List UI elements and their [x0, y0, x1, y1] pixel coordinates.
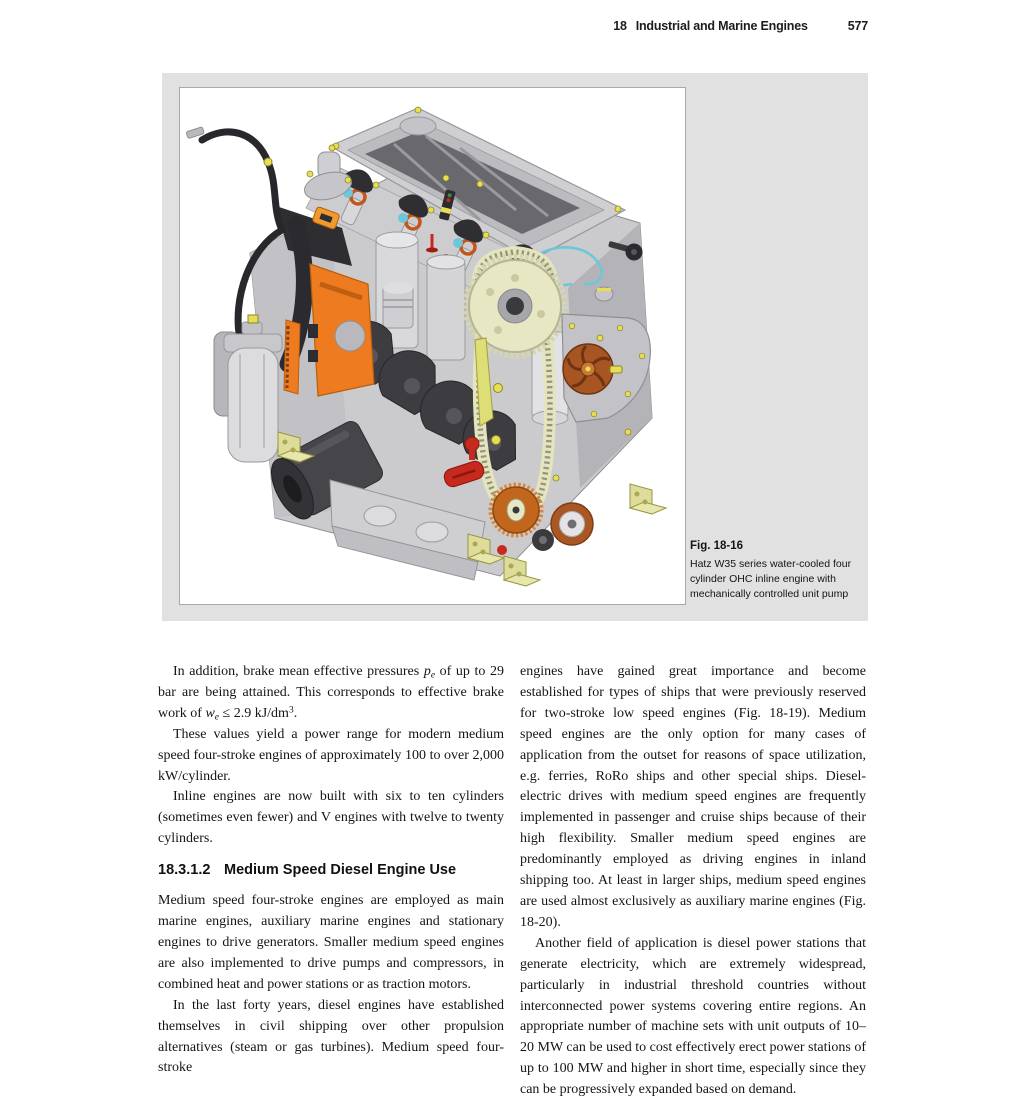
math-sup-3: 3 — [288, 705, 294, 716]
figure-caption-text: Hatz W35 series water-cooled four cylinder OHC inline engine with mechanically controlled unit pump — [690, 558, 852, 600]
mounting-foot — [630, 484, 666, 514]
paragraph-ship-types: engines have gained great importance and become established for types of ships that were previously reserved for two-stroke low speed engines (Fig. 18-19). Medium speed engines are the only option for many cases of application from the outset for reasons of space utilization, e.g. ferries, RoRo ships and other special ships. Diesel-electric drives with medium speed engines are frequently implemented in passenger and cruise ships because of their high flexibility. Smaller medium speed engines are predominantly employed as driving engines in inland shipping too. At least in larger ships, medium speed engines are used almost exclusively as auxiliary marine engines (Fig. 18-20). — [520, 664, 866, 930]
body-text — [158, 662, 866, 1101]
running-head — [0, 19, 868, 33]
idler-roller — [551, 503, 593, 545]
figure-box — [179, 87, 686, 605]
paragraph-brake-pressure — [158, 662, 504, 725]
math-var-w: w — [205, 705, 215, 721]
engine-illustration — [180, 88, 685, 604]
figure-panel — [162, 73, 868, 621]
paragraph-cylinder-count: Inline engines are now built with six to ten cylinders (sometimes even fewer) and V engines with twelve to twenty cylinders. — [158, 789, 504, 847]
paragraph-text: ≤ 2.9 kJ/dm — [219, 705, 289, 721]
chapter-number: 18 — [613, 19, 627, 33]
section-title: Medium Speed Diesel Engine Use — [224, 862, 457, 879]
paragraph-text: . — [293, 705, 298, 721]
math-var-p: p — [423, 664, 431, 679]
paragraph-text: of up to 29 bar are being attained. This corresponds to effective brake work of — [158, 664, 504, 721]
page-number: 577 — [847, 19, 868, 33]
figure-caption — [690, 539, 862, 602]
paragraph-engine-use: Medium speed four-stroke engines are employed as main marine engines, auxiliary marine engines and stationary engines to drive generators. Smaller medium speed engines are also implemented to drive pumps and compressors, in combined heat and power stations or as traction motors. — [158, 893, 504, 992]
paragraph-power-stations: Another field of application is diesel power stations that generate electricity, which are extremely widespread, particularly in industrial threshold countries without interconnected power systems covering entire regions. An appropriate number of machine sets with unit outputs of 10–20 MW can be used to cost effectively erect power stations of up to 100 MW and higher in short time, especially since they can be progressively expanded based on demand. — [520, 935, 866, 1098]
paragraph-text: In addition, brake mean effective pressures — [173, 664, 424, 679]
section-number: 18.3.1.2 — [158, 862, 211, 879]
figure-label: Fig. 18-16 — [690, 540, 744, 552]
right-column — [520, 662, 866, 1101]
math-sub-e: e — [214, 712, 220, 723]
fuel-filter — [214, 315, 282, 462]
paragraph-forty-years: In the last forty years, diesel engines have established themselves in civil shipping over other propulsion alternatives (steam or gas turbines). Medium speed four-stroke — [158, 997, 504, 1076]
chapter-title: Industrial and Marine Engines — [635, 19, 808, 33]
left-column — [158, 662, 504, 1101]
mounting-foot — [504, 556, 540, 586]
paragraph-power-range: These values yield a power range for modern medium speed four-stroke engines of approximately 100 to over 2,000 kW/cylinder. — [158, 726, 504, 784]
math-sub-e: e — [430, 670, 436, 681]
section-heading — [158, 861, 504, 879]
